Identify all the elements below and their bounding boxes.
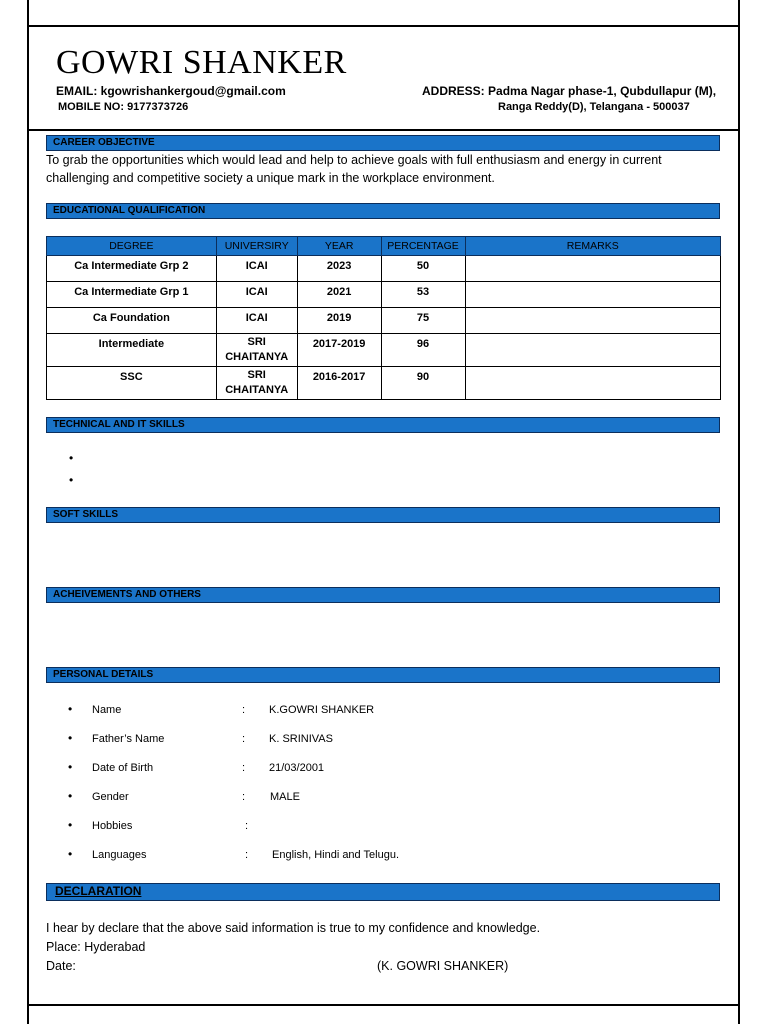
detail-colon: : (242, 704, 246, 716)
table-row (47, 367, 721, 400)
year-cell: 2023 (297, 256, 381, 282)
remarks-cell (465, 334, 720, 367)
email-label: EMAIL: (56, 84, 98, 98)
declaration-signature: (K. GOWRI SHANKER) (377, 959, 509, 973)
address-line-2: Ranga Reddy(D), Telangana - 500037 (498, 101, 690, 113)
percentage-cell: 53 (381, 282, 465, 308)
detail-colon: : (242, 762, 246, 774)
detail-value: K. SRINIVAS (269, 733, 333, 745)
declaration-title: DECLARATION (55, 884, 142, 898)
left-border (27, 0, 29, 1024)
percentage-cell: 96 (381, 334, 465, 367)
detail-value: 21/03/2001 (269, 762, 325, 774)
top-border (28, 25, 740, 27)
degree-cell: Ca Foundation (47, 308, 217, 334)
col-degree: DEGREE (47, 237, 217, 256)
remarks-cell (465, 282, 720, 308)
career-objective-title: CAREER OBJECTIVE (53, 137, 155, 148)
address-label: ADDRESS: (422, 84, 485, 98)
list-item: • (69, 473, 74, 487)
list-item: • (69, 451, 74, 465)
university-cell: ICAI (216, 282, 297, 308)
candidate-name: GOWRI SHANKER (56, 44, 347, 81)
percentage-cell: 75 (381, 308, 465, 334)
header-divider (28, 129, 740, 131)
education-table-header (47, 237, 721, 256)
year-cell: 2017-2019 (297, 334, 381, 367)
remarks-cell (465, 256, 720, 282)
detail-label: Name (92, 704, 122, 716)
year-cell: 2016-2017 (297, 367, 381, 400)
education-header (46, 203, 720, 219)
detail-label: Date of Birth (92, 762, 154, 774)
detail-label: Father’s Name (92, 733, 165, 745)
table-row (47, 256, 721, 282)
university-cell (216, 367, 297, 400)
technical-skills-title: TECHNICAL AND IT SKILLS (53, 419, 185, 430)
table-row (47, 308, 721, 334)
bullet: • (68, 789, 73, 803)
university-cell: ICAI (216, 256, 297, 282)
university-line-2: CHAITANYA (225, 351, 289, 363)
table-row (47, 282, 721, 308)
detail-colon: : (245, 820, 249, 832)
university-line-2: CHAITANYA (225, 384, 289, 396)
table-row (47, 334, 721, 367)
right-border (738, 0, 740, 1024)
technical-skills-header (46, 417, 720, 433)
percentage-cell: 90 (381, 367, 465, 400)
address-line-1 (422, 84, 716, 98)
declaration-place: Place: Hyderabad (46, 940, 146, 954)
email-line (56, 84, 286, 98)
detail-label: Gender (92, 791, 129, 803)
degree-cell: Ca Intermediate Grp 2 (47, 256, 217, 282)
detail-value: MALE (270, 791, 300, 803)
university-line-1: SRI (247, 369, 266, 381)
degree-cell: Intermediate (47, 334, 217, 367)
soft-skills-title: SOFT SKILLS (53, 509, 118, 520)
detail-colon: : (245, 849, 249, 861)
col-remarks: REMARKS (465, 237, 720, 256)
mobile-label: MOBILE NO: (58, 101, 124, 113)
percentage-cell: 50 (381, 256, 465, 282)
career-objective-line-2: challenging and competitive society a unique mark in the workplace environment. (46, 171, 495, 185)
bottom-border (28, 1004, 740, 1006)
detail-label: Hobbies (92, 820, 133, 832)
detail-value: English, Hindi and Telugu. (272, 849, 399, 861)
bullet: • (68, 847, 73, 861)
email-value: kgowrishankergoud@gmail.com (100, 84, 286, 98)
degree-cell: SSC (47, 367, 217, 400)
year-cell: 2019 (297, 308, 381, 334)
detail-label: Languages (92, 849, 147, 861)
career-objective-line-1: To grab the opportunities which would lead and help to achieve goals with full enthusiasm and energy in current (46, 153, 662, 167)
year-cell: 2021 (297, 282, 381, 308)
detail-colon: : (242, 733, 246, 745)
achievements-title: ACHEIVEMENTS AND OTHERS (53, 589, 201, 600)
university-line-1: SRI (247, 336, 266, 348)
university-cell (216, 334, 297, 367)
col-university: UNIVERSIRY (216, 237, 297, 256)
career-objective-header (46, 135, 720, 151)
detail-value: K.GOWRI SHANKER (269, 704, 375, 716)
personal-details-header (46, 667, 720, 683)
soft-skills-header (46, 507, 720, 523)
education-table (46, 236, 721, 400)
bullet: • (68, 760, 73, 774)
col-year: YEAR (297, 237, 381, 256)
remarks-cell (465, 308, 720, 334)
achievements-header (46, 587, 720, 603)
col-percentage: PERCENTAGE (381, 237, 465, 256)
personal-details-title: PERSONAL DETAILS (53, 669, 154, 680)
mobile-value: 9177373726 (127, 101, 189, 113)
bullet: • (68, 731, 73, 745)
bullet: • (68, 818, 73, 832)
mobile-line (58, 101, 188, 113)
address-value-1: Padma Nagar phase-1, Qubdullapur (M), (488, 84, 717, 98)
declaration-date: Date: (46, 959, 76, 973)
university-cell: ICAI (216, 308, 297, 334)
education-title: EDUCATIONAL QUALIFICATION (53, 205, 206, 216)
bullet: • (68, 702, 73, 716)
declaration-header (46, 883, 720, 901)
declaration-text: I hear by declare that the above said information is true to my confidence and knowledge. (46, 921, 541, 935)
degree-cell: Ca Intermediate Grp 1 (47, 282, 217, 308)
remarks-cell (465, 367, 720, 400)
detail-colon: : (242, 791, 246, 803)
